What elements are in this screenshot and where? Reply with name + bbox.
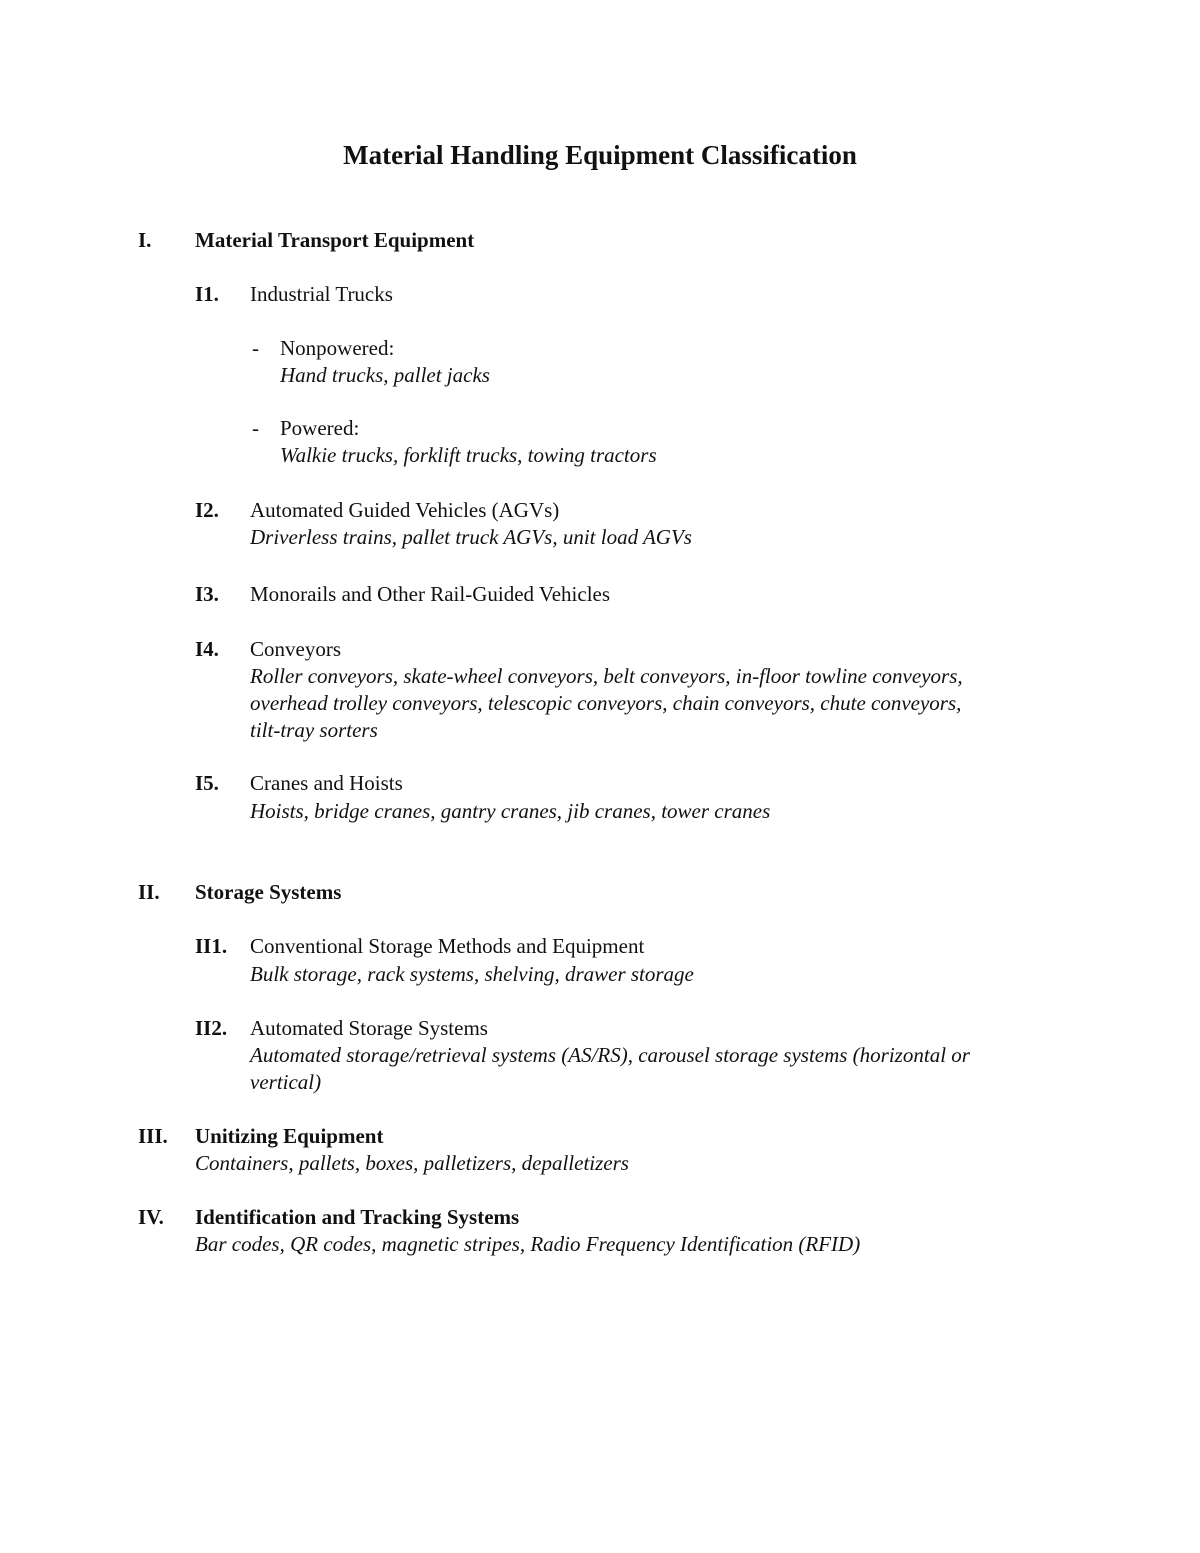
item-number: II1.	[195, 934, 228, 958]
item-number: I2.	[195, 498, 219, 522]
item-examples	[250, 1042, 970, 1096]
item-number: I4.	[195, 637, 219, 661]
item-label: Automated Storage Systems	[250, 1016, 488, 1040]
item-label: Conveyors	[250, 637, 341, 661]
example-line: Automated storage/retrieval systems (AS/RS), carousel storage systems (horizontal or	[250, 1043, 970, 1067]
section-heading: Identification and Tracking Systems	[195, 1205, 520, 1229]
item-number: I5.	[195, 771, 219, 795]
item-number: II2.	[195, 1016, 228, 1040]
section-heading: Unitizing Equipment	[195, 1124, 384, 1148]
subitem-examples: Hand trucks, pallet jacks	[280, 363, 490, 387]
item-examples	[250, 663, 963, 744]
subitem-dash: -	[252, 416, 259, 440]
item-label: Automated Guided Vehicles (AGVs)	[250, 498, 560, 522]
item-number: I3.	[195, 582, 219, 606]
example-line: Roller conveyors, skate-wheel conveyors, belt conveyors, in-floor towline conveyors,	[250, 664, 963, 688]
example-line: overhead trolley conveyors, telescopic conveyors, chain conveyors, chute conveyors,	[250, 691, 962, 715]
section-heading: Material Transport Equipment	[195, 228, 475, 252]
section-number: IV.	[138, 1205, 164, 1229]
subitem-label: Nonpowered:	[280, 336, 395, 360]
example-line: tilt-tray sorters	[250, 718, 378, 742]
section-number: I.	[138, 228, 152, 252]
item-label: Conventional Storage Methods and Equipment	[250, 934, 645, 958]
section-number: III.	[138, 1124, 168, 1148]
item-number: I1.	[195, 282, 219, 306]
subitem-examples: Walkie trucks, forklift trucks, towing tractors	[280, 443, 657, 467]
example-line: vertical)	[250, 1070, 322, 1094]
subitem-dash: -	[252, 336, 259, 360]
item-label: Industrial Trucks	[250, 282, 393, 306]
item-label: Cranes and Hoists	[250, 771, 403, 795]
item-label: Monorails and Other Rail-Guided Vehicles	[250, 582, 611, 606]
section-examples: Bar codes, QR codes, magnetic stripes, Radio Frequency Identification (RFID)	[195, 1232, 861, 1256]
section-heading: Storage Systems	[195, 880, 342, 904]
document-title: Material Handling Equipment Classification	[343, 140, 857, 170]
item-examples: Driverless trains, pallet truck AGVs, unit load AGVs	[250, 525, 692, 549]
section-number: II.	[138, 880, 160, 904]
item-examples: Bulk storage, rack systems, shelving, drawer storage	[250, 962, 694, 986]
item-examples: Hoists, bridge cranes, gantry cranes, jib cranes, tower cranes	[250, 799, 771, 823]
subitem-label: Powered:	[280, 416, 360, 440]
section-examples: Containers, pallets, boxes, palletizers, depalletizers	[195, 1151, 629, 1175]
